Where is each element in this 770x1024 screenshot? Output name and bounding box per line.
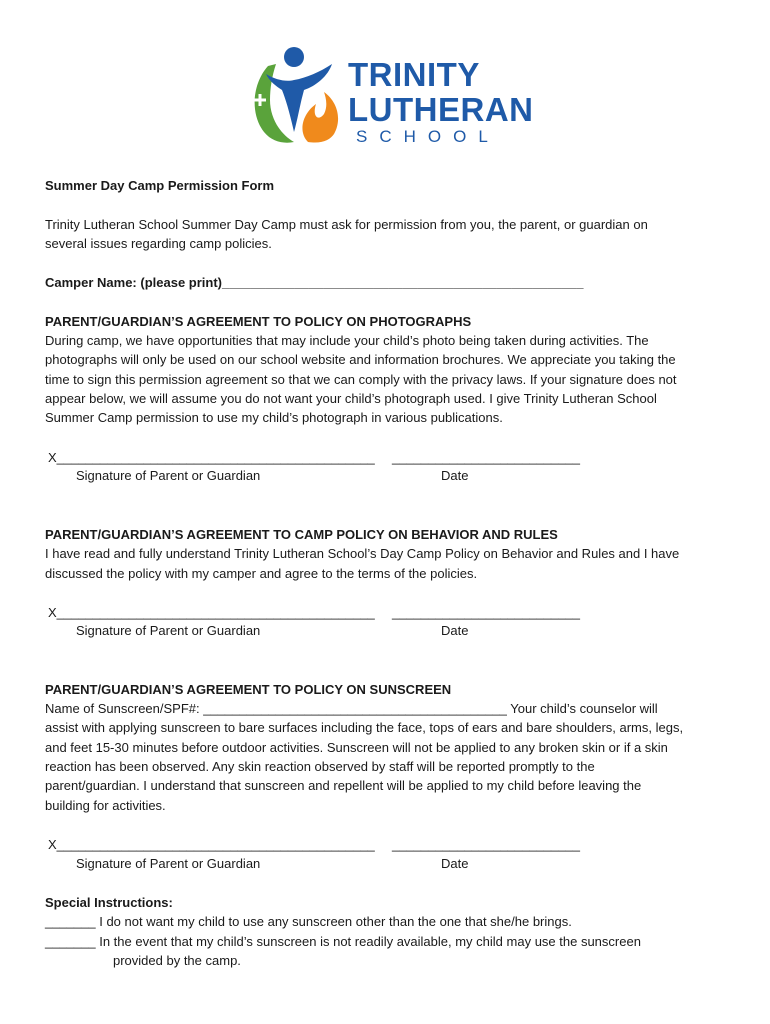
photos-body-line: photographs will only be used on our school website and information brochures. We appreciate you taking the — [45, 352, 676, 367]
behavior-body-line: discussed the policy with my camper and agree to the terms of the policies. — [45, 566, 478, 581]
form-title: Summer Day Camp Permission Form — [45, 178, 275, 193]
special-instructions-heading: Special Instructions: — [45, 895, 173, 910]
sunscreen-name-field[interactable]: Name of Sunscreen/SPF#: __________________________________________ Your child’s counselor will — [45, 701, 658, 716]
photos-heading: PARENT/GUARDIAN’S AGREEMENT TO POLICY ON PHOTOGRAPHS — [45, 314, 472, 329]
camper-name-field[interactable]: Camper Name: (please print)__________________________________________________ — [45, 275, 584, 290]
photos-signature-label: Signature of Parent or Guardian — [76, 468, 261, 483]
behavior-date-label: Date — [441, 623, 469, 638]
sunscreen-body-line: building for activities. — [45, 798, 166, 813]
photos-date-label: Date — [441, 468, 469, 483]
behavior-signature-label: Signature of Parent or Guardian — [76, 623, 261, 638]
sunscreen-body-line: assist with applying sunscreen to bare surfaces including the face, tops of ears and bare shoulders, arms, legs, — [45, 720, 684, 735]
sunscreen-heading: PARENT/GUARDIAN’S AGREEMENT TO POLICY ON SUNSCREEN — [45, 682, 452, 697]
behavior-date-line[interactable]: __________________________ — [392, 605, 580, 620]
special-instruction-option[interactable]: _______ In the event that my child’s sunscreen is not readily available, my child may use the sunscreen — [45, 934, 641, 949]
sunscreen-date-line[interactable]: __________________________ — [392, 837, 580, 852]
special-instruction-continuation: provided by the camp. — [113, 953, 241, 968]
photos-body-line: Summer Camp permission to use my child’s photograph in various publications. — [45, 410, 503, 425]
behavior-body-line: I have read and fully understand Trinity Lutheran School’s Day Camp Policy on Behavior and Rules and I have — [45, 546, 680, 561]
sunscreen-signature-line[interactable]: X____________________________________________ — [48, 837, 375, 852]
sunscreen-signature-label: Signature of Parent or Guardian — [76, 856, 261, 871]
sunscreen-body-line: and feet 15-30 minutes before outdoor activities. Sunscreen will not be applied to any broken skin or if a skin — [45, 740, 668, 755]
photos-body-line: appear below, we will assume you do not want your child’s photograph used. I give Trinity Lutheran School — [45, 391, 657, 406]
intro-line: several issues regarding camp policies. — [45, 236, 272, 251]
logo-title-line-1: TRINITY — [348, 56, 480, 93]
logo-title-line-3: SCHOOL — [356, 127, 500, 146]
photos-signature-line[interactable]: X____________________________________________ — [48, 450, 375, 465]
behavior-heading: PARENT/GUARDIAN’S AGREEMENT TO CAMP POLICY ON BEHAVIOR AND RULES — [45, 527, 558, 542]
special-instruction-option[interactable]: _______ I do not want my child to use any sunscreen other than the one that she/he brings. — [45, 914, 572, 929]
photos-body-line: During camp, we have opportunities that may include your child’s photo being taken during activities. The — [45, 333, 649, 348]
sunscreen-body-line: parent/guardian. I understand that sunscreen and repellent will be applied to my child before leaving the — [45, 778, 642, 793]
sunscreen-body-line: reaction has been observed. Any skin reaction observed by staff will be reported promptly to the — [45, 759, 595, 774]
sunscreen-date-label: Date — [441, 856, 469, 871]
intro-line: Trinity Lutheran School Summer Day Camp must ask for permission from you, the parent, or guardian on — [45, 217, 648, 232]
photos-body-line: time to sign this permission agreement so that we can comply with the privacy laws. If your signature does not — [45, 372, 677, 387]
photos-date-line[interactable]: __________________________ — [392, 450, 580, 465]
logo-title-line-2: LUTHERAN — [348, 91, 534, 128]
behavior-signature-line[interactable]: X____________________________________________ — [48, 605, 375, 620]
